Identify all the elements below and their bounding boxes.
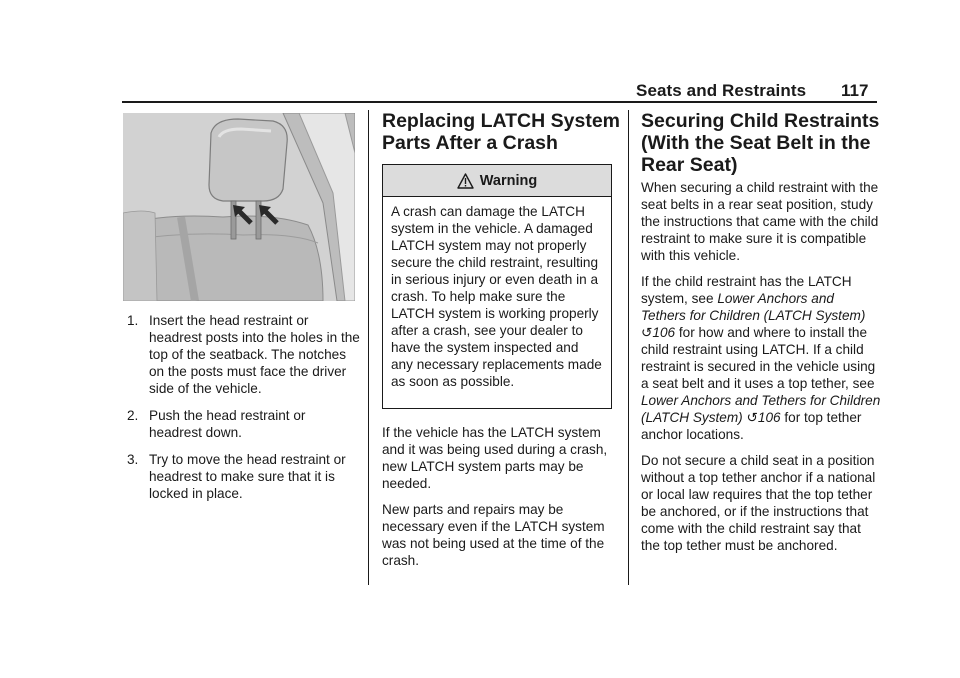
middle-body [382, 424, 622, 578]
securing-child-restraints-heading [641, 110, 881, 176]
step-number: 1. [127, 313, 139, 328]
step-number: 3. [127, 452, 139, 467]
column-divider-left [368, 110, 369, 585]
heading-line: Replacing LATCH System [382, 110, 621, 132]
right-body [641, 179, 881, 563]
paragraph [641, 273, 881, 443]
warning-triangle-icon [457, 173, 474, 189]
heading-line: Rear Seat) [641, 154, 738, 176]
page-reference-icon: ↺ [641, 325, 653, 340]
step-text: Push the head restraint or headrest down. [149, 408, 306, 440]
head-restraint-illustration [123, 113, 355, 301]
text-run: for how and where to install the child restraint using LATCH. If a child restraint is secured in the vehicle using a seat belt and it uses a top tether, see [641, 325, 876, 391]
heading-line: Securing Child Restraints [641, 110, 880, 132]
heading-line: Parts After a Crash [382, 132, 558, 154]
page-reference[interactable]: 106 [652, 325, 676, 340]
warning-label: Warning [479, 172, 538, 189]
list-item [127, 407, 362, 441]
page-reference-icon: ↺ [746, 410, 758, 425]
cross-reference-link[interactable]: Lower Anchors and Tethers for Children (LATCH System) [641, 291, 866, 323]
paragraph: When securing a child restraint with the seat belts in a rear seat position, study the instructions that came with the child restraint to make sure it is compatible with this vehicle. [641, 180, 879, 263]
warning-box [382, 164, 612, 409]
warning-text: A crash can damage the LATCH system in the vehicle. A damaged LATCH system may not properly secure the child restraint, resulting in serious injury or even death in a crash. To help make sure the LATCH system is working properly after a crash, see your dealer to have the system inspected and any necessary replacements made as soon as possible. [391, 204, 602, 389]
paragraph: If the vehicle has the LATCH system and it was being used during a crash, new LATCH system parts may be needed. [382, 425, 608, 491]
step-text: Insert the head restraint or headrest posts into the holes in the top of the seatback. The notches on the posts must face the driver side of the vehicle. [149, 313, 360, 396]
heading-line: (With the Seat Belt in the [641, 132, 871, 154]
list-item [127, 451, 362, 502]
step-list [127, 312, 362, 512]
cross-reference-link[interactable]: Lower Anchors and Tethers for Children (LATCH System) [641, 393, 881, 425]
page-reference[interactable]: 106 [757, 410, 781, 425]
paragraph: New parts and repairs may be necessary even if the LATCH system was not being used at the time of the crash. [382, 502, 605, 568]
section-title: Seats and Restraints [636, 81, 807, 100]
step-number: 2. [127, 408, 139, 423]
text-run: for top tether anchor locations. [641, 410, 862, 442]
warning-header [383, 165, 611, 197]
step-text: Try to move the head restraint or headrest to make sure that it is locked in place. [149, 452, 346, 501]
paragraph: Do not secure a child seat in a position without a top tether anchor if a national or local law requires that the top tether be anchored, or if the instructions that come with the child restraint say that the top tether must be anchored. [641, 453, 876, 553]
header-rule [122, 101, 877, 103]
page-number: 117 [841, 81, 869, 100]
column-divider-right [628, 110, 629, 585]
text-run: If the child restraint has the LATCH system, see [641, 274, 852, 306]
list-item [127, 312, 362, 397]
replacing-latch-heading [382, 110, 622, 154]
